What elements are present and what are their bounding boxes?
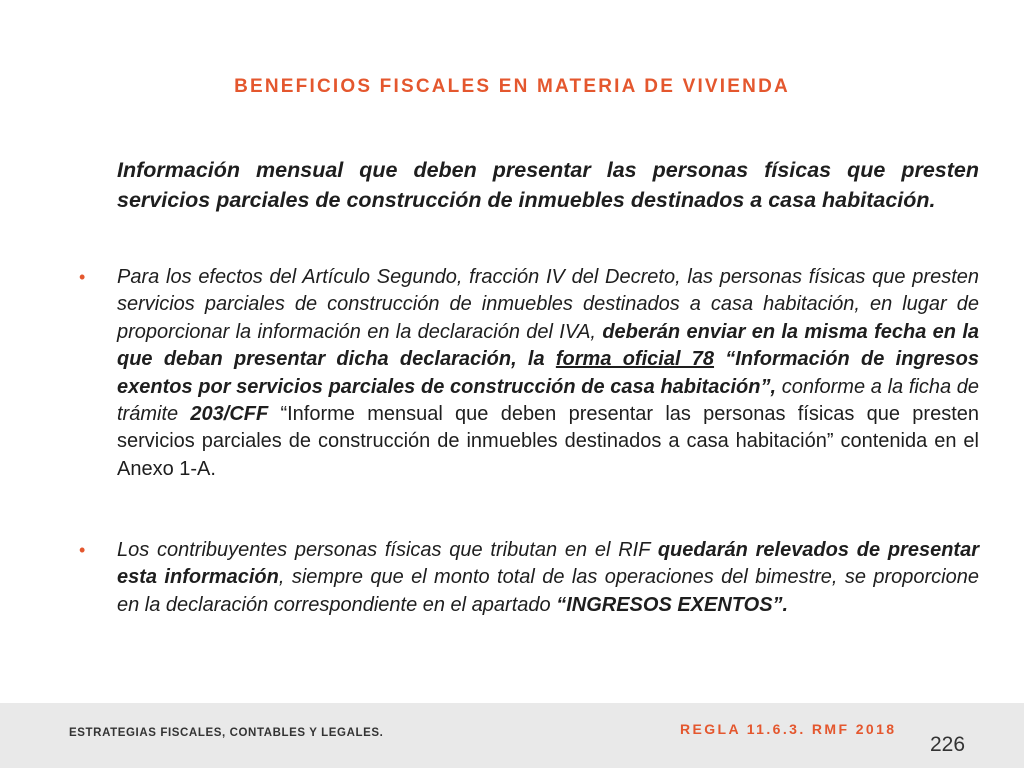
- bullet-marker: •: [79, 540, 86, 560]
- bullet2-text-1: Los contribuyentes personas físicas que tributan en el RIF: [117, 539, 658, 561]
- bullet2-text-4: “INGRESOS EXENTOS”.: [556, 593, 789, 616]
- bullet-item-1: [79, 264, 979, 483]
- bullet1-text-2: deberán enviar en la misma fecha en la que deban presentar dicha declaración, la: [117, 320, 979, 371]
- footer-rule-reference: REGLA 11.6.3. RMF 2018: [680, 721, 897, 737]
- page-number: 226: [930, 733, 966, 756]
- slide-subtitle: Información mensual que deben presentar las personas físicas que presten servicios parciales de construcción de inmuebles destinados a casa habitación.: [117, 158, 979, 212]
- footer-company: ESTRATEGIAS FISCALES, CONTABLES Y LEGALES.: [69, 727, 384, 739]
- bullet1-text-7: “Informe mensual que deben presentar las personas físicas que presten servicios parciales de construcción de inmuebles destinados a casa habitación” contenida en el Anexo 1-A.: [117, 403, 979, 480]
- bullet-marker: •: [79, 267, 86, 287]
- bullet1-form-name: forma oficial 78: [555, 348, 715, 371]
- bullet1-text-5: conforme a la ficha de trámite: [117, 375, 979, 426]
- slide-title: BENEFICIOS FISCALES EN MATERIA DE VIVIENDA: [234, 76, 790, 97]
- bullet1-text-6: 203/CFF: [190, 403, 269, 426]
- bullet2-text-3: , siempre que el monto total de las operaciones del bimestre, se proporcione en la declaración correspondiente en el apartado: [117, 566, 979, 616]
- bullet2-text-2: quedarán relevados de presentar esta información: [117, 539, 979, 589]
- footer-bar: [0, 703, 1024, 768]
- bullet1-text-4: “Información de ingresos exentos por servicios parciales de construcción de casa habitación”,: [117, 348, 979, 398]
- bullet1-text-1: Para los efectos del Artículo Segundo, fracción IV del Decreto, las personas físicas que presten servicios parciales de construcción de inmuebles destinados a casa habitación, en lugar de proporcionar la información en la declaración del IVA,: [117, 266, 979, 343]
- bullet-item-2: [79, 537, 979, 619]
